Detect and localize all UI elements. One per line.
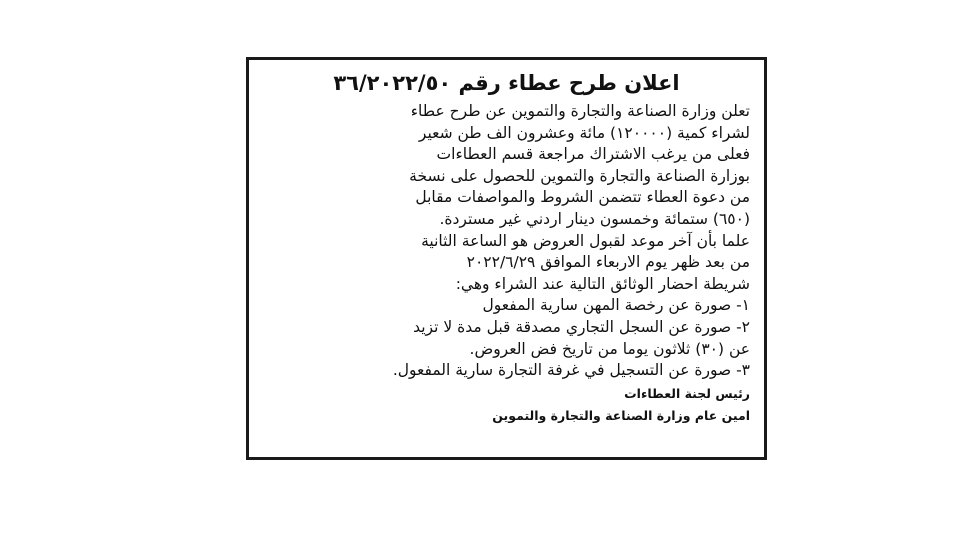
notice-line-6: (٦٥٠) ستمائة وخمسون دينار اردني غير مستردة. bbox=[439, 209, 750, 228]
notice-line-8: من بعد ظهر يوم الاربعاء الموافق ٢٠٢٢/٦/٢٩ bbox=[466, 253, 750, 272]
signature-committee-chair: رئيس لجنة العطاءات bbox=[624, 385, 750, 401]
notice-line-9: شريطة احضار الوثائق التالية عند الشراء وهي: bbox=[455, 274, 750, 293]
notice-title: اعلان طرح عطاء رقم ٣٦/٢٠٢٢/٥٠ bbox=[333, 71, 680, 95]
signature-secretary-general: امين عام وزارة الصناعة والتجارة والتموين bbox=[492, 407, 750, 423]
notice-line-5: من دعوة العطاء تتضمن الشروط والمواصفات مقابل bbox=[415, 188, 750, 207]
notice-line-7: علما بأن آخر موعد لقبول العروض هو الساعة الثانية bbox=[421, 231, 750, 250]
required-document-2-continued: عن (٣٠) ثلاثون يوما من تاريخ فض العروض. bbox=[469, 339, 750, 358]
notice-line-1: تعلن وزارة الصناعة والتجارة والتموين عن طرح عطاء bbox=[410, 102, 750, 120]
required-document-2: ٢- صورة عن السجل التجاري مصدقة قبل مدة لا تزيد bbox=[413, 317, 750, 336]
required-document-1: ١- صورة عن رخصة المهن سارية المفعول bbox=[482, 296, 750, 315]
notice-line-3: فعلى من يرغب الاشتراك مراجعة قسم العطاءات bbox=[436, 145, 750, 164]
notice-line-4: بوزارة الصناعة والتجارة والتموين للحصول على نسخة bbox=[409, 166, 750, 185]
notice-content bbox=[263, 68, 750, 426]
notice-line-2: لشراء كمية (١٢٠٠٠٠) مائة وعشرون الف طن شعير bbox=[418, 123, 750, 142]
tender-notice-frame bbox=[246, 57, 767, 460]
required-document-3: ٣- صورة عن التسجيل في غرفة التجارة سارية المفعول. bbox=[392, 361, 750, 380]
